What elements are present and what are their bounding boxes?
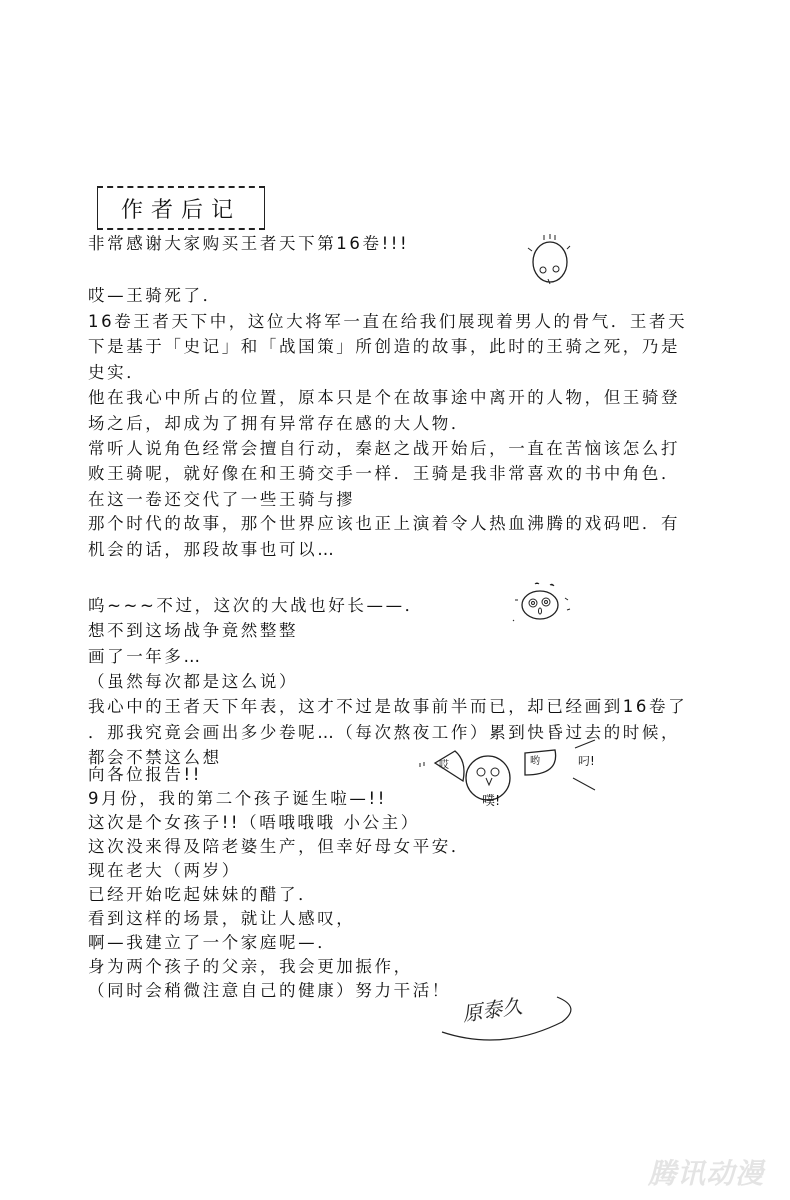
text-line: 场之后，却成为了拥有异常存在感的大人物． (88, 414, 470, 433)
text-line: （同时会稍微注意自己的健康）努力干活！ (88, 981, 451, 1000)
dizzy-face-doodle (495, 580, 585, 630)
text-line: 16卷王者天下中，这位大将军一直在给我们展现着男人的骨气．王者天 (88, 312, 688, 331)
text-line: 这次是个女孩子!!（唔哦哦哦 小公主） (88, 813, 420, 832)
text-line: 他在我心中所占的位置，原本只是个在故事途中离开的人物，但王骑登 (88, 388, 681, 407)
text-line: （虽然每次都是这么说） (88, 672, 299, 691)
text-line: 9月份，我的第二个孩子诞生啦—!! (88, 789, 387, 808)
text-line: 看到这样的场景，就让人感叹， (88, 909, 356, 928)
text-line: 常听人说角色经常会擅自行动，秦赵之战开始后，一直在苦恼该怎么打 (88, 439, 681, 458)
doodle-text-right: 哟 (530, 756, 540, 767)
intro-line: 非常感谢大家购买王者天下第16卷!!! (88, 234, 410, 253)
doodle-text-shout: 叼! (578, 754, 595, 768)
text-line: 现在老大（两岁） (88, 861, 241, 880)
text-line: ．那我究竟会画出多少卷呢…（每次熬夜工作）累到快昏过去的时候， (88, 723, 681, 742)
text-line: 这次没来得及陪老婆生产，但幸好母女平安． (88, 837, 470, 856)
text-line: 啊—我建立了一个家庭呢—． (88, 933, 337, 952)
text-line: 已经开始吃起妹妹的醋了． (88, 885, 318, 904)
text-line: 机会的话，那段故事也可以… (88, 540, 337, 559)
text-line: 都会不禁这么想 (88, 748, 222, 767)
text-line: 败王骑呢，就好像在和王骑交手一样．王骑是我非常喜欢的书中角色． (88, 464, 681, 483)
text-line: 那个时代的故事，那个世界应该也正上演着令人热血沸腾的戏码吧．有 (88, 514, 681, 533)
text-line: 向各位报告!! (88, 765, 202, 784)
afterword-title: 作者后记 (120, 197, 241, 223)
author-signature: 原泰久 (460, 993, 524, 1027)
doodle-text-left: 哎 (439, 760, 449, 771)
text-line: 想不到这场战争竟然整整 (88, 621, 299, 640)
afterword-title-box (97, 186, 265, 230)
doodle-text-sound: 噗! (482, 794, 501, 809)
text-line: 在这一卷还交代了一些王骑与摎 (88, 490, 356, 509)
text-line: 我心中的王者天下年表，这才不过是故事前半而已，却已经画到16卷了 (88, 697, 688, 716)
text-line: 身为两个孩子的父亲，我会更加振作， (88, 957, 413, 976)
fan-character-doodle (410, 738, 610, 818)
watermark-logo: 腾讯动漫 (648, 1157, 765, 1190)
upside-down-face-doodle (520, 232, 580, 287)
text-line: 画了一年多… (88, 647, 203, 666)
text-line: 下是基于「史记」和「战国策」所创造的故事，此时的王骑之死，乃是 (88, 337, 681, 356)
text-line: 史实． (88, 363, 146, 382)
text-line: 哎—王骑死了． (88, 286, 222, 305)
text-line: 呜~~~不过，这次的大战也好长——． (88, 596, 424, 615)
